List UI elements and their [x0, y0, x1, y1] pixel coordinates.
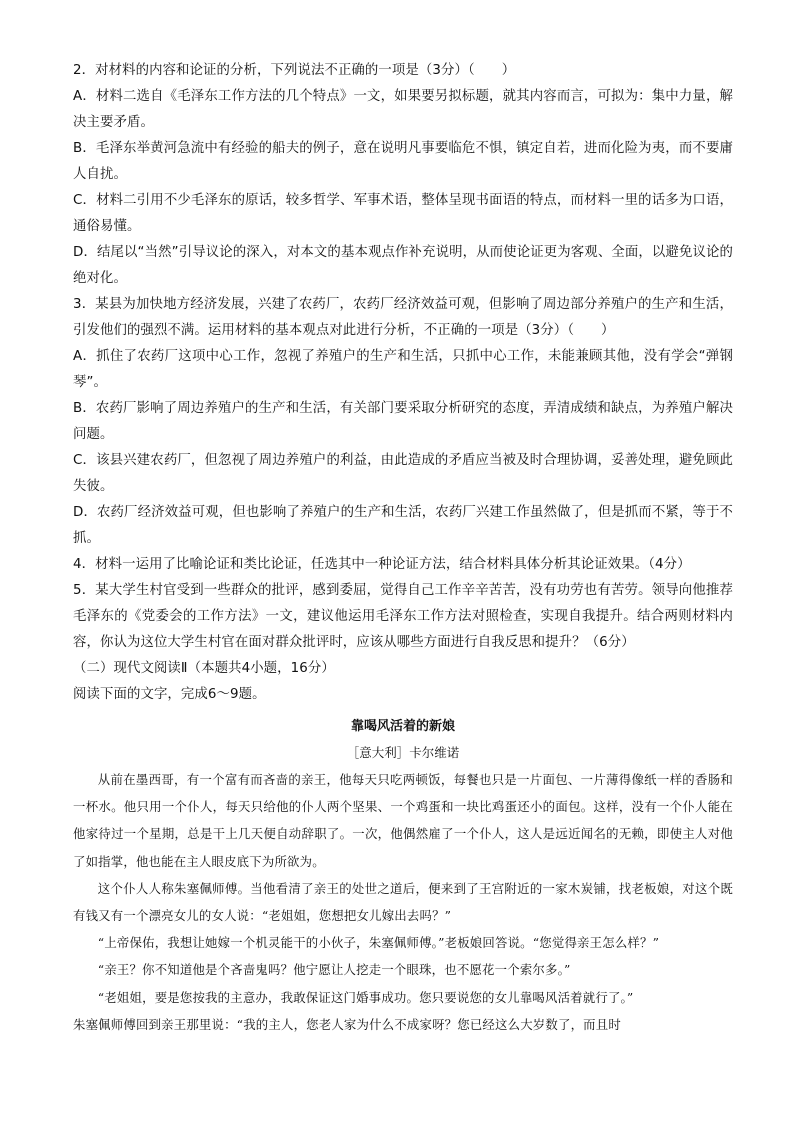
section-heading: （二）现代文阅读Ⅱ（本题共4小题，16分） — [73, 661, 335, 676]
story-author: ［意大利］卡尔维诺 — [346, 745, 460, 760]
story-title: 靠喝风活着的新娘 — [350, 719, 455, 734]
question-3-option-b: B．农药厂影响了周边养殖户的生产和生活，有关部门要采取分析研究的态度，弄清成绩和缺点，为养殖户解决问题。 — [73, 401, 733, 442]
question-4: 4．材料一运用了比喻论证和类比论证，任选其中一种论证方法，结合材料具体分析其论证效果。（4分） — [73, 557, 691, 572]
story-paragraph: “亲王？你不知道他是个吝啬鬼吗？他宁愿让人挖走一个眼珠，也不愿花一个索尔多。” — [97, 962, 571, 978]
question-2-option-d: D．结尾以“当然”引导议论的深入，对本文的基本观点作补充说明，从而使论证更为客观、全面，以避免议论的绝对化。 — [73, 245, 733, 286]
question-3-option-d: D．农药厂经济效益可观，但也影响了养殖户的生产和生活，农药厂兴建工作虽然做了，但是抓而不紧，等于不抓。 — [73, 505, 733, 546]
question-2-stem: 2．对材料的内容和论证的分析，下列说法不正确的一项是（3分）（ ） — [73, 63, 516, 78]
question-2-option-c: C．材料二引用不少毛泽东的原话，较多哲学、军事术语，整体呈现书面语的特点，而材料一里的话多为口语，通俗易懂。 — [73, 193, 733, 234]
document-page — [73, 58, 733, 1038]
question-3-option-c: C．该县兴建农药厂，但忽视了周边养殖户的利益，由此造成的矛盾应当被及时合理协调，妥善处理，避免顾此失彼。 — [73, 453, 733, 494]
story-paragraph: 这个仆人人称朱塞佩师傅。当他看清了亲王的处世之道后，便来到了王宫附近的一家木炭铺，找老板娘，对这个既有钱又有一个漂亮女儿的女人说：“老姐姐，您想把女儿嫁出去吗？” — [73, 880, 733, 924]
reading-instruction: 阅读下面的文字，完成6～9题。 — [73, 687, 266, 702]
question-2-option-b: B．毛泽东举黄河急流中有经验的船夫的例子，意在说明凡事要临危不惧，镇定自若，进而化险为夷，而不要庸人自扰。 — [73, 141, 733, 182]
story-paragraph: “上帝保佑，我想让她嫁一个机灵能干的小伙子，朱塞佩师傅。”老板娘回答说。“您觉得亲王怎么样？” — [97, 935, 660, 951]
story-paragraph: “老姐姐，要是您按我的主意办，我敢保证这门婚事成功。您只要说您的女儿靠喝风活着就行了。” — [97, 989, 634, 1005]
story-paragraph: 朱塞佩师傅回到亲王那里说：“我的主人，您老人家为什么不成家呀？您已经这么大岁数了，而且时 — [73, 1016, 621, 1032]
questions-section — [73, 58, 733, 708]
question-3-option-a: A．抓住了农药厂这项中心工作，忽视了养殖户的生产和生活，只抓中心工作，未能兼顾其他，没有学会“弹钢琴”。 — [73, 349, 733, 390]
story-paragraph: 从前在墨西哥，有一个富有而吝啬的亲王，他每天只吃两顿饭，每餐也只是一片面包、一片薄得像纸一样的香肠和一杯水。他只用一个仆人，每天只给他的仆人两个坚果、一个鸡蛋和一块比鸡蛋还小的面包。这样，没有一个仆人能在他家待过一个星期，总是干上几天便自动辞职了。一次，他偶然雇了一个仆人，这人是远近闻名的无赖，即使主人对他了如指掌，他也能在主人眼皮底下为所欲为。 — [73, 772, 733, 869]
question-2-option-a: A．材料二选自《毛泽东工作方法的几个特点》一文，如果要另拟标题，就其内容而言，可拟为：集中力量，解决主要矛盾。 — [73, 89, 733, 130]
story-body — [73, 766, 733, 1038]
question-5: 5．某大学生村官受到一些群众的批评，感到委屈，觉得自己工作辛辛苦苦，没有功劳也有苦劳。领导向他推荐毛泽东的《党委会的工作方法》一文，建议他运用毛泽东工作方法对照检查，实现自我提升。结合两则材料内容，你认为这位大学生村官在面对群众批评时，应该从哪些方面进行自我反思和提升？（6分） — [73, 583, 733, 650]
question-3-stem: 3．某县为加快地方经济发展，兴建了农药厂，农药厂经济效益可观，但影响了周边部分养殖户的生产和生活，引发他们的强烈不满。运用材料的基本观点对此进行分析，不正确的一项是（3分）（ ） — [73, 297, 733, 338]
